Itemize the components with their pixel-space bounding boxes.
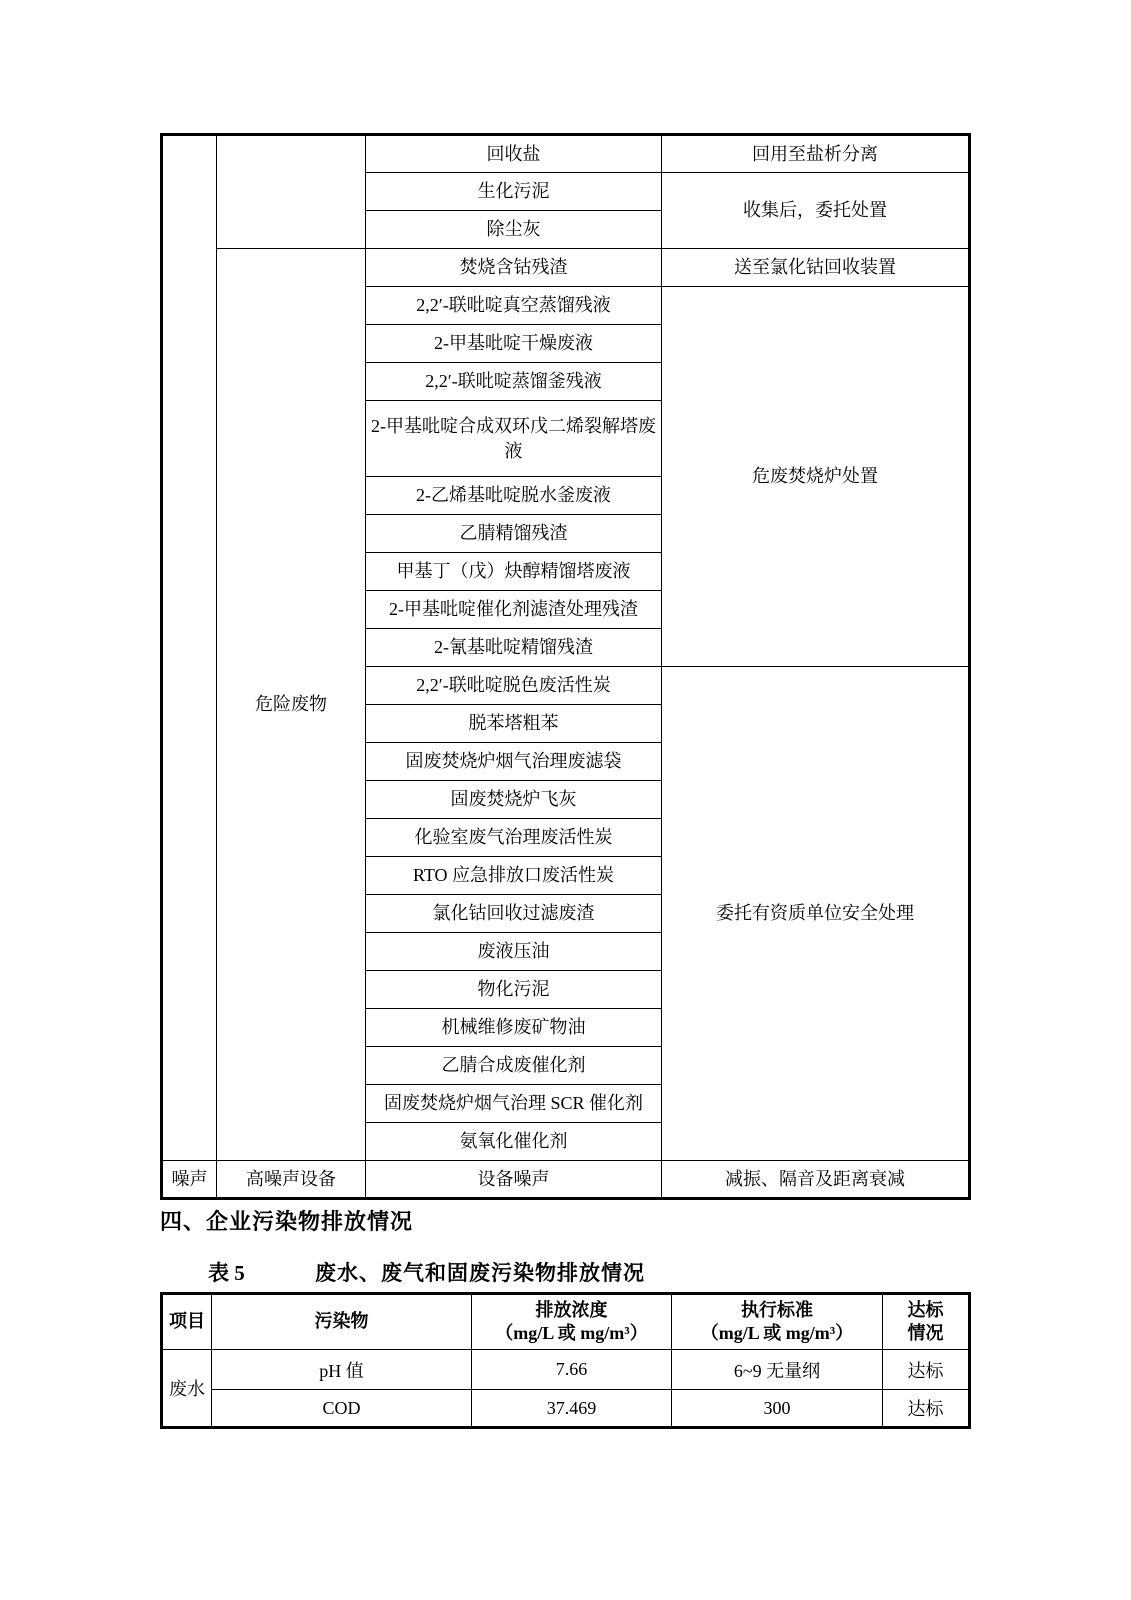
header-concentration	[472, 1294, 672, 1350]
table5-caption	[208, 1258, 645, 1288]
waste-item-cell: 生化污泥	[366, 173, 662, 211]
pollutant-cell: pH 值	[212, 1350, 472, 1390]
disposal-method-cell: 回用至盐析分离	[662, 135, 970, 173]
waste-table-row	[162, 249, 970, 287]
header-item: 项目	[162, 1294, 212, 1350]
table5-caption-title: 废水、废气和固废污染物排放情况	[315, 1261, 645, 1285]
header-compliance-line1: 达标	[907, 1299, 944, 1320]
waste-table-row	[162, 135, 970, 173]
waste-item-cell: 氨氧化催化剂	[366, 1123, 662, 1161]
header-standard-line1: 执行标准	[741, 1299, 813, 1320]
table5-caption-label: 表 5	[208, 1261, 245, 1285]
header-pollutant: 污染物	[212, 1294, 472, 1350]
disposal-method-cell: 送至氯化钴回收装置	[662, 249, 970, 287]
concentration-cell: 37.469	[472, 1390, 672, 1428]
header-compliance	[883, 1294, 970, 1350]
noise-category-cell: 噪声	[162, 1161, 217, 1199]
waste-item-cell: 2-甲基吡啶催化剂滤渣处理残渣	[366, 591, 662, 629]
waste-type-cell: 危险废物	[217, 249, 366, 1161]
waste-item-cell: 2-氰基吡啶精馏残渣	[366, 629, 662, 667]
waste-item-cell: RTO 应急排放口废活性炭	[366, 857, 662, 895]
waste-table	[160, 133, 971, 1200]
standard-cell: 300	[672, 1390, 883, 1428]
standard-cell: 6~9 无量纲	[672, 1350, 883, 1390]
emission-table	[160, 1292, 971, 1429]
header-concentration-line1: 排放浓度	[535, 1299, 608, 1320]
waste-item-cell: 物化污泥	[366, 971, 662, 1009]
waste-item-cell: 2-甲基吡啶合成双环戊二烯裂解塔废液	[366, 401, 662, 477]
header-concentration-line2: （mg/L 或 mg/m³）	[495, 1323, 648, 1343]
pollutant-cell: COD	[212, 1390, 472, 1428]
item-cell: 废水	[162, 1350, 212, 1428]
header-standard	[672, 1294, 883, 1350]
waste-item-cell: 乙腈合成废催化剂	[366, 1047, 662, 1085]
waste-table-body	[162, 135, 970, 1199]
waste-item-cell: 甲基丁（戊）炔醇精馏塔废液	[366, 553, 662, 591]
waste-item-cell: 化验室废气治理废活性炭	[366, 819, 662, 857]
waste-item-cell: 脱苯塔粗苯	[366, 705, 662, 743]
header-standard-line2: （mg/L 或 mg/m³）	[700, 1323, 854, 1343]
waste-item-cell: 2,2′-联吡啶脱色废活性炭	[366, 667, 662, 705]
waste-table-row	[162, 1161, 970, 1199]
waste-item-cell: 2,2′-联吡啶真空蒸馏残液	[366, 287, 662, 325]
noise-source-cell: 设备噪声	[366, 1161, 662, 1199]
waste-category-cell	[162, 135, 217, 1161]
header-compliance-line2: 情况	[907, 1323, 944, 1343]
waste-item-cell: 固废焚烧炉飞灰	[366, 781, 662, 819]
waste-item-cell: 焚烧含钴残渣	[366, 249, 662, 287]
disposal-method-cell: 危废焚烧炉处置	[662, 287, 970, 667]
waste-item-cell: 乙腈精馏残渣	[366, 515, 662, 553]
waste-item-cell: 2-乙烯基吡啶脱水釜废液	[366, 477, 662, 515]
waste-item-cell: 机械维修废矿物油	[366, 1009, 662, 1047]
waste-item-cell: 回收盐	[366, 135, 662, 173]
emission-row-ph	[162, 1350, 970, 1390]
waste-type-cell	[217, 135, 366, 249]
waste-item-cell: 2-甲基吡啶干燥废液	[366, 325, 662, 363]
waste-item-cell: 除尘灰	[366, 211, 662, 249]
emission-row-cod	[162, 1390, 970, 1428]
noise-control-cell: 减振、隔音及距离衰减	[662, 1161, 970, 1199]
section-heading: 四、企业污染物排放情况	[160, 1209, 414, 1234]
waste-item-cell: 固废焚烧炉烟气治理废滤袋	[366, 743, 662, 781]
waste-item-cell: 氯化钴回收过滤废渣	[366, 895, 662, 933]
disposal-method-cell: 收集后，委托处置	[662, 173, 970, 249]
disposal-method-cell: 委托有资质单位安全处理	[662, 667, 970, 1161]
compliance-cell: 达标	[883, 1350, 970, 1390]
emission-header-row	[162, 1294, 970, 1350]
compliance-cell: 达标	[883, 1390, 970, 1428]
waste-item-cell: 2,2′-联吡啶蒸馏釜残液	[366, 363, 662, 401]
waste-item-cell: 废液压油	[366, 933, 662, 971]
waste-item-cell: 固废焚烧炉烟气治理 SCR 催化剂	[366, 1085, 662, 1123]
noise-equipment-cell: 高噪声设备	[217, 1161, 366, 1199]
concentration-cell: 7.66	[472, 1350, 672, 1390]
